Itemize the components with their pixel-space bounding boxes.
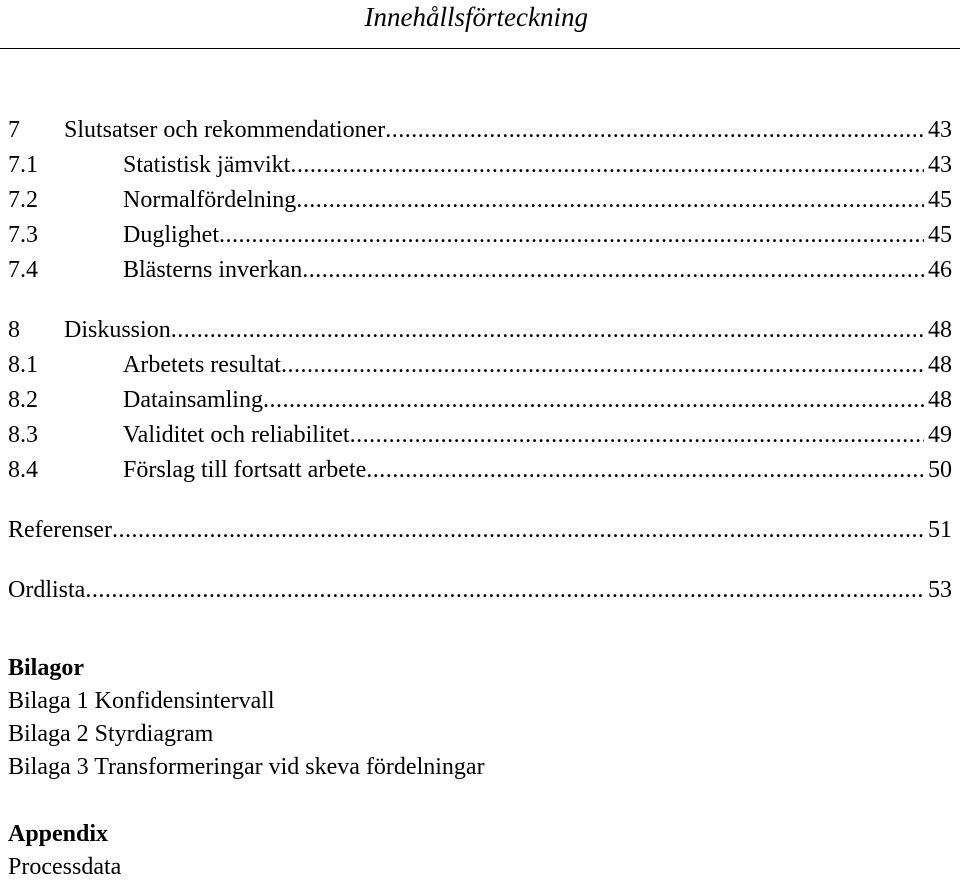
bilaga-item[interactable]: Bilaga 3 Transformeringar vid skeva fördelningar: [8, 754, 485, 780]
toc-entry-title: Statistisk jämvikt: [123, 152, 291, 178]
toc-leader-dots: [366, 453, 924, 488]
toc-entry-number: 7.2: [8, 187, 38, 213]
toc-entry[interactable]: [8, 183, 952, 218]
toc-leader-dots: [296, 183, 924, 218]
toc-entry-referenser[interactable]: [8, 513, 952, 548]
toc-entry-number: 8: [8, 317, 20, 343]
toc-entry-page: 48: [928, 387, 952, 413]
appendix-item[interactable]: Processdata: [8, 854, 122, 880]
toc-entry-number: 8.2: [8, 387, 38, 413]
toc-entry[interactable]: [8, 383, 952, 418]
toc-entry-number: 7: [8, 117, 20, 143]
toc-leader-dots: [219, 218, 924, 253]
toc-entry-page: 53: [928, 577, 952, 603]
toc-entry-page: 49: [928, 422, 952, 448]
toc-entry-title: Diskussion: [64, 317, 171, 343]
toc-entry[interactable]: [8, 218, 952, 253]
toc-entry-number: 7.4: [8, 257, 38, 283]
bilaga-item[interactable]: Bilaga 2 Styrdiagram: [8, 721, 214, 747]
toc-entry-title: Förslag till fortsatt arbete: [123, 457, 367, 483]
toc-entry-title: Referenser: [8, 517, 112, 543]
toc-entry-title: Normalfördelning: [123, 187, 297, 213]
toc-leader-dots: [385, 113, 924, 148]
toc-entry-number: 7.1: [8, 152, 38, 178]
toc-leader-dots: [350, 418, 924, 453]
toc-entry-page: 51: [928, 517, 952, 543]
toc-entry-page: 45: [928, 187, 952, 213]
toc-entry-number: 8.3: [8, 422, 38, 448]
page-header: [0, 0, 960, 49]
toc-entry-page: 43: [928, 117, 952, 143]
toc-leader-dots: [290, 148, 924, 183]
toc-entry-title: Slutsatser och rekommendationer: [64, 117, 386, 143]
bilaga-item[interactable]: Bilaga 1 Konfidensintervall: [8, 688, 275, 714]
toc-entry-number: 8.1: [8, 352, 38, 378]
toc-entry[interactable]: [8, 148, 952, 183]
toc-leader-dots: [263, 383, 924, 418]
toc-entry-page: 50: [928, 457, 952, 483]
toc-leader-dots: [171, 313, 924, 348]
toc-leader-dots: [85, 573, 924, 608]
toc-entry-page: 48: [928, 352, 952, 378]
toc-entry-title: Datainsamling: [123, 387, 263, 413]
toc-entry-number: 7.3: [8, 222, 38, 248]
toc-entry-page: 46: [928, 257, 952, 283]
toc-entry[interactable]: [8, 113, 952, 148]
table-of-contents: [8, 113, 952, 608]
toc-entry[interactable]: [8, 453, 952, 488]
toc-entry-number: 8.4: [8, 457, 38, 483]
toc-entry-page: 43: [928, 152, 952, 178]
page-title: Innehållsförteckning: [364, 2, 588, 32]
toc-entry-ordlista[interactable]: [8, 573, 952, 608]
toc-entry-title: Arbetets resultat: [123, 352, 281, 378]
bilagor-heading: Bilagor: [8, 655, 84, 681]
bilagor-section: [8, 652, 952, 784]
toc-entry[interactable]: [8, 418, 952, 453]
appendix-section: [8, 818, 952, 884]
toc-entry-page: 45: [928, 222, 952, 248]
toc-entry-page: 48: [928, 317, 952, 343]
toc-leader-dots: [281, 348, 924, 383]
toc-entry-title: Blästerns inverkan: [123, 257, 303, 283]
toc-entry-title: Ordlista: [8, 577, 86, 603]
toc-leader-dots: [302, 253, 924, 288]
toc-leader-dots: [112, 513, 924, 548]
toc-entry-title: Validitet och reliabilitet: [123, 422, 350, 448]
toc-entry[interactable]: [8, 253, 952, 288]
toc-entry-title: Duglighet: [123, 222, 219, 248]
appendix-heading: Appendix: [8, 821, 109, 847]
toc-entry[interactable]: [8, 313, 952, 348]
toc-entry[interactable]: [8, 348, 952, 383]
